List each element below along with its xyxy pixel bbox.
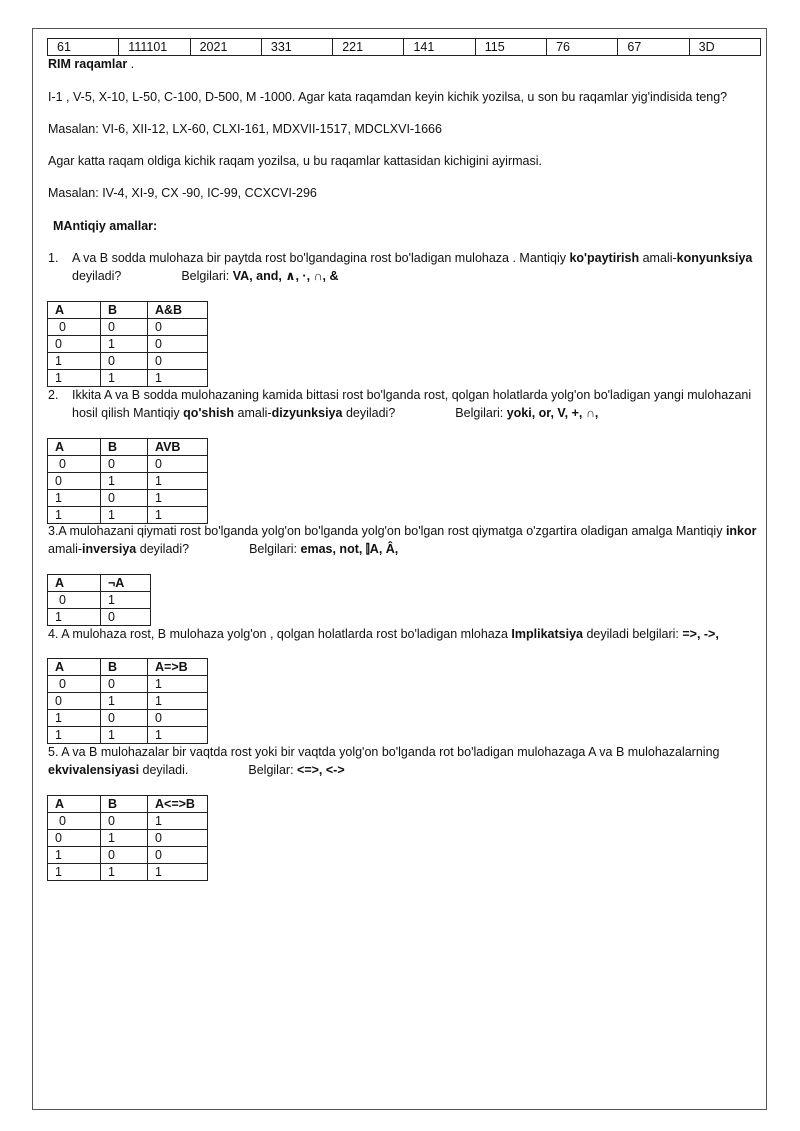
item-ekvivalensiya — [48, 743, 760, 779]
item-dizyunksiya — [48, 386, 760, 422]
table-cell: 1 — [101, 592, 151, 609]
table-cell: 0 — [148, 710, 208, 727]
table-cell: 2021 — [190, 39, 261, 56]
table-cell: 1 — [148, 813, 208, 830]
item-text — [48, 522, 760, 558]
table-cell: 1 — [101, 830, 148, 847]
table-cell: 1 — [48, 370, 101, 387]
column-header: B — [101, 302, 148, 319]
column-header: A — [48, 302, 101, 319]
text-part: deyiladi? — [342, 406, 396, 420]
column-header: A<=>B — [148, 796, 208, 813]
item-text — [72, 386, 760, 422]
table-cell: 1 — [48, 710, 101, 727]
table-cell: 221 — [333, 39, 404, 56]
table-row — [48, 507, 208, 524]
table-row — [48, 456, 208, 473]
table-row — [48, 676, 208, 693]
rim-rule: I-1 , V-5, X-10, L-50, C-100, D-500, M -1000. Agar kata raqamdan keyin kichik yozilsa, u son bu raqamlar yig'indisida teng? — [48, 90, 728, 104]
rim-heading-suffix: . — [127, 57, 135, 71]
table-cell: 0 — [101, 813, 148, 830]
text-part: 3.A mulohazani qiymati rost bo'lganda yolg'on bo'lganda yolg'on bo'lgan rost qiymatga o'zgartira oladigan amalga Mantiqiy — [48, 524, 726, 538]
text-part: deyiladi? — [136, 542, 190, 556]
table-cell: 0 — [101, 676, 148, 693]
symbols: <=>, <-> — [297, 763, 345, 777]
table-cell: 61 — [48, 39, 119, 56]
column-header: A — [48, 439, 101, 456]
table-row — [48, 592, 151, 609]
rim-example-1: Masalan: VI-6, XII-12, LX-60, CLXI-161, MDXVII-1517, MDCLXVI-1666 — [48, 122, 442, 136]
column-header: A — [48, 575, 101, 592]
table-cell: 0 — [101, 456, 148, 473]
table-cell: 115 — [475, 39, 546, 56]
bold-term: ekvivalensiyasi — [48, 763, 140, 777]
rim-heading — [48, 55, 134, 73]
table-row — [48, 813, 208, 830]
table-cell: 3D — [689, 39, 760, 56]
text-part: 5. A va B mulohazalar bir vaqtda rost yoki bir vaqtda yolg'on bo'lganda rot bo'ladigan mulohazaga A va B mulohazalarning — [48, 745, 720, 759]
text-part: deyiladi. — [139, 763, 189, 777]
table-cell: 1 — [148, 864, 208, 881]
table-header-row — [48, 659, 208, 676]
text-part: Belgilari: — [455, 406, 507, 420]
bold-term: dizyunksiya — [271, 406, 343, 420]
table-cell: 0 — [48, 813, 101, 830]
symbols: yoki, or, V, +, ∩, — [506, 406, 599, 420]
table-cell: 1 — [101, 507, 148, 524]
column-header: B — [101, 796, 148, 813]
bold-term: inversiya — [82, 542, 137, 556]
table-cell: 1 — [101, 370, 148, 387]
bold-term: Implikatsiya — [511, 627, 583, 641]
table-header-row — [48, 796, 208, 813]
text-part: deyiladi? — [72, 269, 122, 283]
table-cell: 0 — [48, 473, 101, 490]
table-cell: 0 — [48, 319, 101, 336]
table-cell: 1 — [101, 336, 148, 353]
table-cell: 0 — [101, 847, 148, 864]
text-part: amali- — [48, 542, 83, 556]
text-part: amali- — [234, 406, 272, 420]
table-cell: 0 — [101, 490, 148, 507]
table-cell: 0 — [148, 847, 208, 864]
truth-table-implikatsiya — [47, 658, 208, 744]
table-cell: 0 — [48, 830, 101, 847]
text-part: Ikkita A va B sodda mulohazaning kamida bittasi rost bo'lganda rost, qolgan holatlarda yolg'on bo'ladigan yangi mulohazani hosil qilish Mantiqiy — [72, 388, 752, 420]
column-header: AVB — [148, 439, 208, 456]
table-cell: 1 — [48, 490, 101, 507]
table-cell: 0 — [48, 336, 101, 353]
text-part: Belgilar: — [248, 763, 298, 777]
truth-table-konyunksiya — [47, 301, 208, 387]
item-konyunksiya — [48, 249, 760, 285]
table-cell: 0 — [48, 676, 101, 693]
table-cell: 1 — [101, 864, 148, 881]
table-cell: 0 — [101, 609, 151, 626]
table-cell: 1 — [148, 693, 208, 710]
bold-term: qo'shish — [183, 406, 235, 420]
table-row — [48, 336, 208, 353]
item-text — [72, 249, 760, 285]
table-cell: 0 — [148, 353, 208, 370]
table-cell: 0 — [148, 319, 208, 336]
table-cell: 1 — [48, 864, 101, 881]
table-cell: 0 — [101, 319, 148, 336]
column-header: A&B — [148, 302, 208, 319]
table-cell: 1 — [48, 727, 101, 744]
table-row — [48, 319, 208, 336]
table-cell: 1 — [148, 490, 208, 507]
table-cell: 1 — [148, 676, 208, 693]
table-row — [48, 473, 208, 490]
item-implikatsiya — [48, 625, 719, 643]
table-row — [48, 39, 761, 56]
rim-example-2: Masalan: IV-4, XI-9, CX -90, IC-99, CCXCVI-296 — [48, 186, 317, 200]
table-row — [48, 864, 208, 881]
table-cell: 111101 — [119, 39, 190, 56]
table-row — [48, 370, 208, 387]
table-row — [48, 490, 208, 507]
table-cell: 1 — [48, 353, 101, 370]
table-header-row — [48, 439, 208, 456]
symbols: =>, ->, — [682, 627, 719, 641]
table-cell: 0 — [148, 336, 208, 353]
table-cell: 331 — [261, 39, 332, 56]
text-part: A va B sodda mulohaza bir paytda rost bo'lgandagina rost bo'ladigan mulohaza . Mantiqiy — [72, 251, 570, 265]
table-cell: 1 — [148, 370, 208, 387]
table-cell: 1 — [48, 847, 101, 864]
table-cell: 1 — [101, 693, 148, 710]
symbols: emas, not, ⫿A, Â, — [300, 542, 399, 556]
bold-term: ko'paytirish — [569, 251, 640, 265]
table-row — [48, 609, 151, 626]
table-cell: 0 — [148, 830, 208, 847]
table-cell: 0 — [148, 456, 208, 473]
column-header: A=>B — [148, 659, 208, 676]
column-header: B — [101, 439, 148, 456]
item-number: 2. — [48, 388, 59, 402]
table-cell: 0 — [48, 456, 101, 473]
table-cell: 0 — [101, 353, 148, 370]
rim-rule-2: Agar katta raqam oldiga kichik raqam yozilsa, u bu raqamlar kattasidan kichigini ayirmasi. — [48, 154, 542, 168]
item-text — [48, 743, 760, 779]
table-cell: 1 — [48, 609, 101, 626]
item-inversiya — [48, 522, 760, 558]
column-header: A — [48, 659, 101, 676]
table-header-row — [48, 302, 208, 319]
table-header-row — [48, 575, 151, 592]
table-row — [48, 847, 208, 864]
truth-table-dizyunksiya — [47, 438, 208, 524]
table-row — [48, 693, 208, 710]
binary-numbers-table — [47, 38, 761, 56]
text-part: amali- — [639, 251, 677, 265]
table-row — [48, 727, 208, 744]
table-cell: 76 — [547, 39, 618, 56]
text-part: deyiladi belgilari: — [582, 627, 683, 641]
rim-heading-title: RIM raqamlar — [48, 57, 128, 71]
table-cell: 0 — [48, 693, 101, 710]
text-part: Belgilari: — [181, 269, 233, 283]
table-cell: 141 — [404, 39, 475, 56]
table-cell: 1 — [148, 507, 208, 524]
column-header: A — [48, 796, 101, 813]
bold-term: inkor — [725, 524, 757, 538]
truth-table-ekvivalensiya — [47, 795, 208, 881]
table-cell: 1 — [48, 507, 101, 524]
table-cell: 67 — [618, 39, 689, 56]
text-part: 4. A mulohaza rost, B mulohaza yolg'on , qolgan holatlarda rost bo'ladigan mlohaza — [48, 627, 512, 641]
table-row — [48, 830, 208, 847]
column-header: ¬A — [101, 575, 151, 592]
table-cell: 0 — [101, 710, 148, 727]
logic-heading: MAntiqiy amallar: — [53, 219, 158, 233]
table-cell: 1 — [148, 727, 208, 744]
bold-term: konyunksiya — [676, 251, 753, 265]
table-cell: 1 — [101, 727, 148, 744]
text-part: Belgilari: — [249, 542, 301, 556]
table-row — [48, 710, 208, 727]
table-cell: 1 — [101, 473, 148, 490]
symbols: VA, and, ∧, ·, ∩, & — [232, 269, 339, 283]
item-number: 1. — [48, 251, 59, 265]
truth-table-inversiya — [47, 574, 151, 626]
column-header: B — [101, 659, 148, 676]
table-row — [48, 353, 208, 370]
table-cell: 1 — [148, 473, 208, 490]
table-cell: 0 — [48, 592, 101, 609]
